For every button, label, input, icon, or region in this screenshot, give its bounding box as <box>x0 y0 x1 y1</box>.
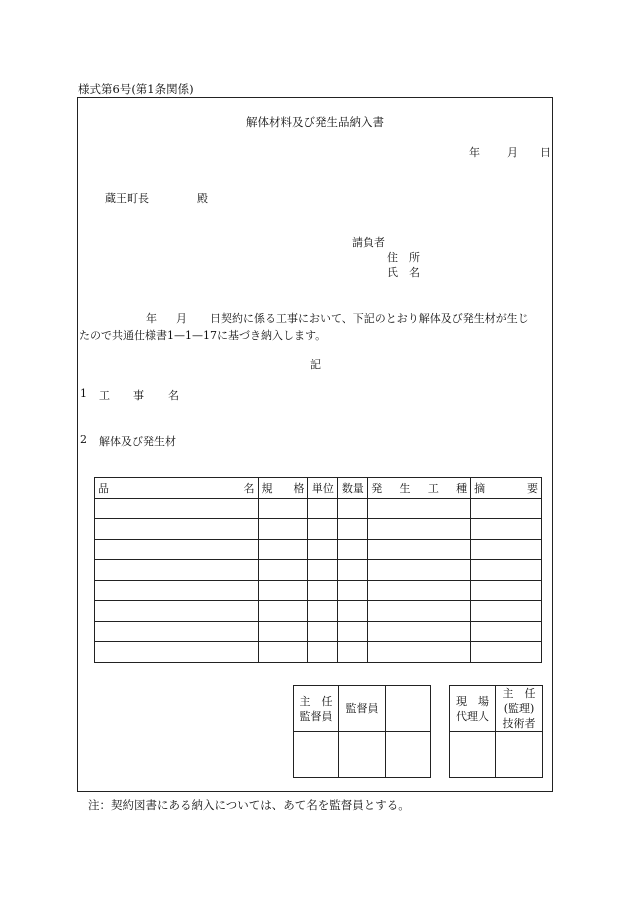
table-cell[interactable] <box>338 580 368 601</box>
materials-table <box>94 477 542 663</box>
body-year: 年 <box>146 312 157 325</box>
item2-label: 解体及び発生材 <box>99 435 176 448</box>
table-cell[interactable] <box>258 621 308 642</box>
table-cell[interactable] <box>95 580 259 601</box>
table-cell[interactable] <box>308 642 338 663</box>
ki-heading: 記 <box>310 358 321 371</box>
table-cell[interactable] <box>338 621 368 642</box>
header-spec: 規 格 <box>258 478 308 499</box>
header-remarks: 摘 要 <box>471 478 542 499</box>
date-year: 年 <box>469 146 480 159</box>
sig-stamp-3[interactable] <box>386 732 431 778</box>
table-cell[interactable] <box>95 642 259 663</box>
table-cell[interactable] <box>308 580 338 601</box>
date-month: 月 <box>507 146 518 159</box>
table-cell[interactable] <box>258 519 308 540</box>
sig-stamp-5[interactable] <box>496 732 543 778</box>
table-cell[interactable] <box>258 539 308 560</box>
table-cell[interactable] <box>95 498 259 519</box>
table-cell[interactable] <box>368 580 471 601</box>
table-cell[interactable] <box>308 560 338 581</box>
table-cell[interactable] <box>95 539 259 560</box>
sig-blank <box>386 686 431 732</box>
table-cell[interactable] <box>471 560 542 581</box>
header-unit: 単位 <box>308 478 338 499</box>
table-cell[interactable] <box>368 621 471 642</box>
header-item-name: 品 名 <box>95 478 259 499</box>
table-cell[interactable] <box>471 498 542 519</box>
table-row <box>95 642 542 663</box>
header-quantity: 数量 <box>338 478 368 499</box>
item1-label-2: 事 <box>133 389 144 402</box>
table-row <box>95 498 542 519</box>
table-cell[interactable] <box>308 601 338 622</box>
table-row <box>95 601 542 622</box>
sig-supervisor: 監督員 <box>339 686 386 732</box>
item1-label-1: 工 <box>99 389 110 402</box>
table-cell[interactable] <box>471 601 542 622</box>
table-cell[interactable] <box>368 498 471 519</box>
item2-number: 2 <box>80 433 87 446</box>
table-cell[interactable] <box>368 601 471 622</box>
sig-site-agent: 現 場 代理人 <box>450 686 496 732</box>
signature-table-right <box>449 685 543 778</box>
table-cell[interactable] <box>338 519 368 540</box>
table-cell[interactable] <box>95 560 259 581</box>
table-cell[interactable] <box>308 519 338 540</box>
table-cell[interactable] <box>338 560 368 581</box>
signature-table-left <box>293 685 431 778</box>
table-cell[interactable] <box>95 519 259 540</box>
table-cell[interactable] <box>95 621 259 642</box>
table-cell[interactable] <box>471 642 542 663</box>
table-row <box>95 539 542 560</box>
table-cell[interactable] <box>338 601 368 622</box>
table-cell[interactable] <box>258 642 308 663</box>
table-header-row <box>95 478 542 499</box>
table-row <box>95 519 542 540</box>
table-row <box>95 560 542 581</box>
sig-chief-supervisor: 主 任 監督員 <box>294 686 339 732</box>
table-row <box>95 621 542 642</box>
body-line-2: たので共通仕様書1—1—17に基づき納入します。 <box>79 329 327 342</box>
body-month: 月 <box>176 312 187 325</box>
table-cell[interactable] <box>95 601 259 622</box>
footnote: 注：契約図書にある納入については、あて名を監督員とする。 <box>88 798 410 812</box>
table-cell[interactable] <box>258 498 308 519</box>
table-row <box>95 580 542 601</box>
table-cell[interactable] <box>338 642 368 663</box>
table-cell[interactable] <box>258 601 308 622</box>
contractor-label: 請負者 <box>352 236 385 249</box>
sig-stamp-1[interactable] <box>294 732 339 778</box>
item1-label-3: 名 <box>168 389 179 402</box>
table-cell[interactable] <box>308 539 338 560</box>
table-cell[interactable] <box>338 498 368 519</box>
name-label-2: 名 <box>409 266 420 279</box>
table-cell[interactable] <box>368 560 471 581</box>
address-label-2: 所 <box>409 251 420 264</box>
body-line-1: 日契約に係る工事において、下記のとおり解体及び発生材が生じ <box>210 312 529 325</box>
table-cell[interactable] <box>308 621 338 642</box>
table-cell[interactable] <box>368 539 471 560</box>
table-cell[interactable] <box>368 519 471 540</box>
table-cell[interactable] <box>471 580 542 601</box>
table-cell[interactable] <box>471 539 542 560</box>
addressee-honorific: 殿 <box>197 192 208 205</box>
name-label-1: 氏 <box>387 266 398 279</box>
table-cell[interactable] <box>308 498 338 519</box>
table-cell[interactable] <box>471 519 542 540</box>
sig-chief-engineer: 主 任 (監理) 技術者 <box>496 686 543 732</box>
item1-number: 1 <box>80 387 87 400</box>
header-work-type: 発 生 工 種 <box>368 478 471 499</box>
addressee-name: 蔵王町長 <box>105 192 149 205</box>
sig-stamp-4[interactable] <box>450 732 496 778</box>
address-label-1: 住 <box>387 251 398 264</box>
table-cell[interactable] <box>258 580 308 601</box>
document-title: 解体材料及び発生品納入書 <box>246 115 384 129</box>
sig-stamp-2[interactable] <box>339 732 386 778</box>
table-cell[interactable] <box>471 621 542 642</box>
form-id: 様式第6号(第1条関係) <box>78 82 194 96</box>
table-cell[interactable] <box>338 539 368 560</box>
table-cell[interactable] <box>368 642 471 663</box>
date-day: 日 <box>540 146 551 159</box>
table-cell[interactable] <box>258 560 308 581</box>
